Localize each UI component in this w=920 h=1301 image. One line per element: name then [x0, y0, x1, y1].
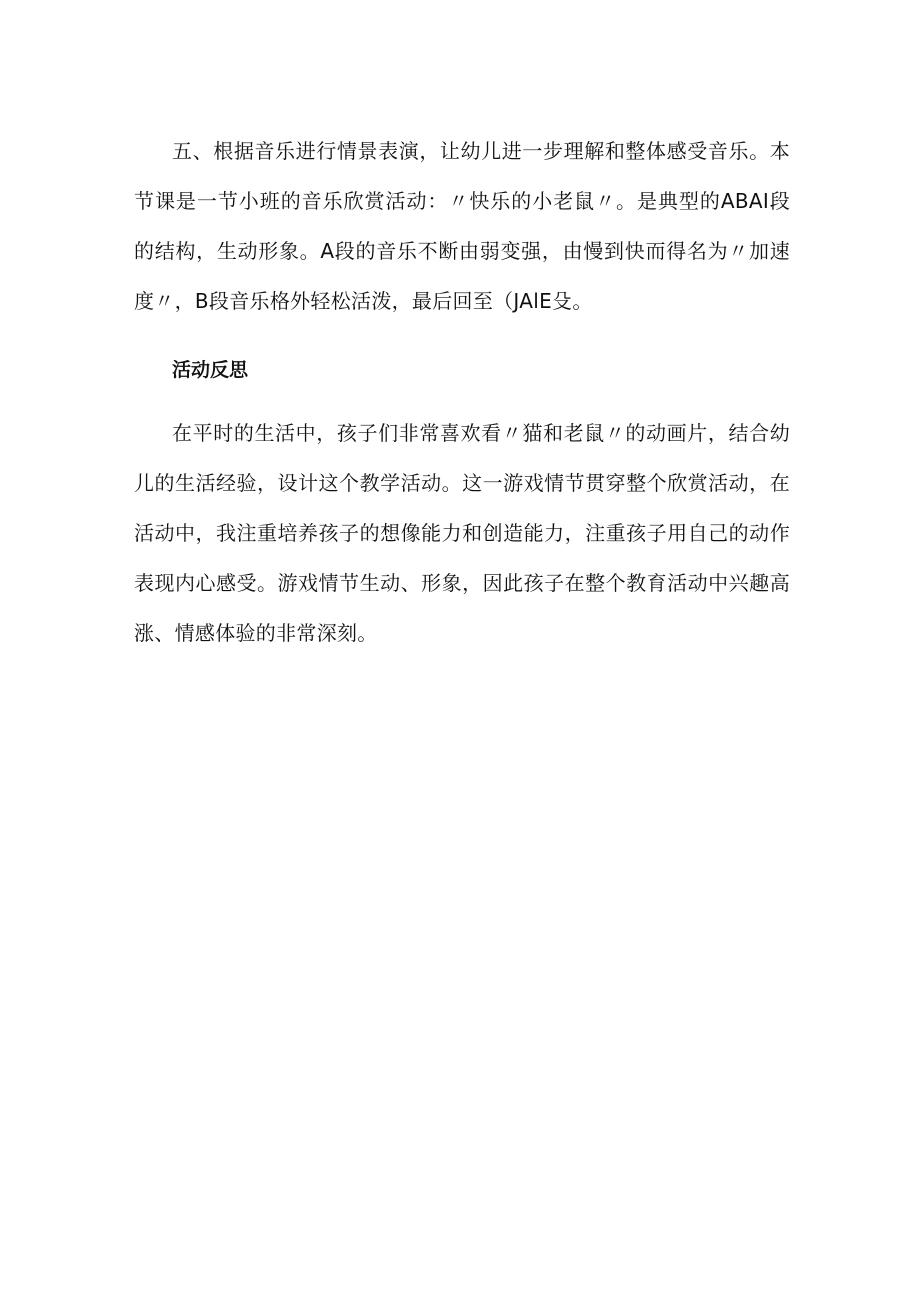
document-body — [134, 126, 790, 658]
paragraph-reflection: 在平时的生活中，孩子们非常喜欢看〃猫和老鼠〃的动画片，结合幼儿的生活经验，设计这个教学活动。这一游戏情节贯穿整个欣赏活动，在活动中，我注重培养孩子的想像能力和创造能力，注重孩子用自己的动作表现内心感受。游戏情节生动、形象，因此孩子在整个教育活动中兴趣高涨、情感体验的非常深刻。 — [134, 421, 790, 645]
section-heading-reflection: 活动反思 — [172, 359, 249, 381]
paragraph-music-performance: 五、根据音乐进行情景表演，让幼儿进一步理解和整体感受音乐。本节课是一节小班的音乐欣赏活动：〃快乐的小老鼠〃。是典型的ABAI段的结构，生动形象。A段的音乐不断由弱变强，由慢到快而得名为〃加速度〃，B段音乐格外轻松活泼，最后回至（JAlE殳。 — [134, 139, 790, 313]
